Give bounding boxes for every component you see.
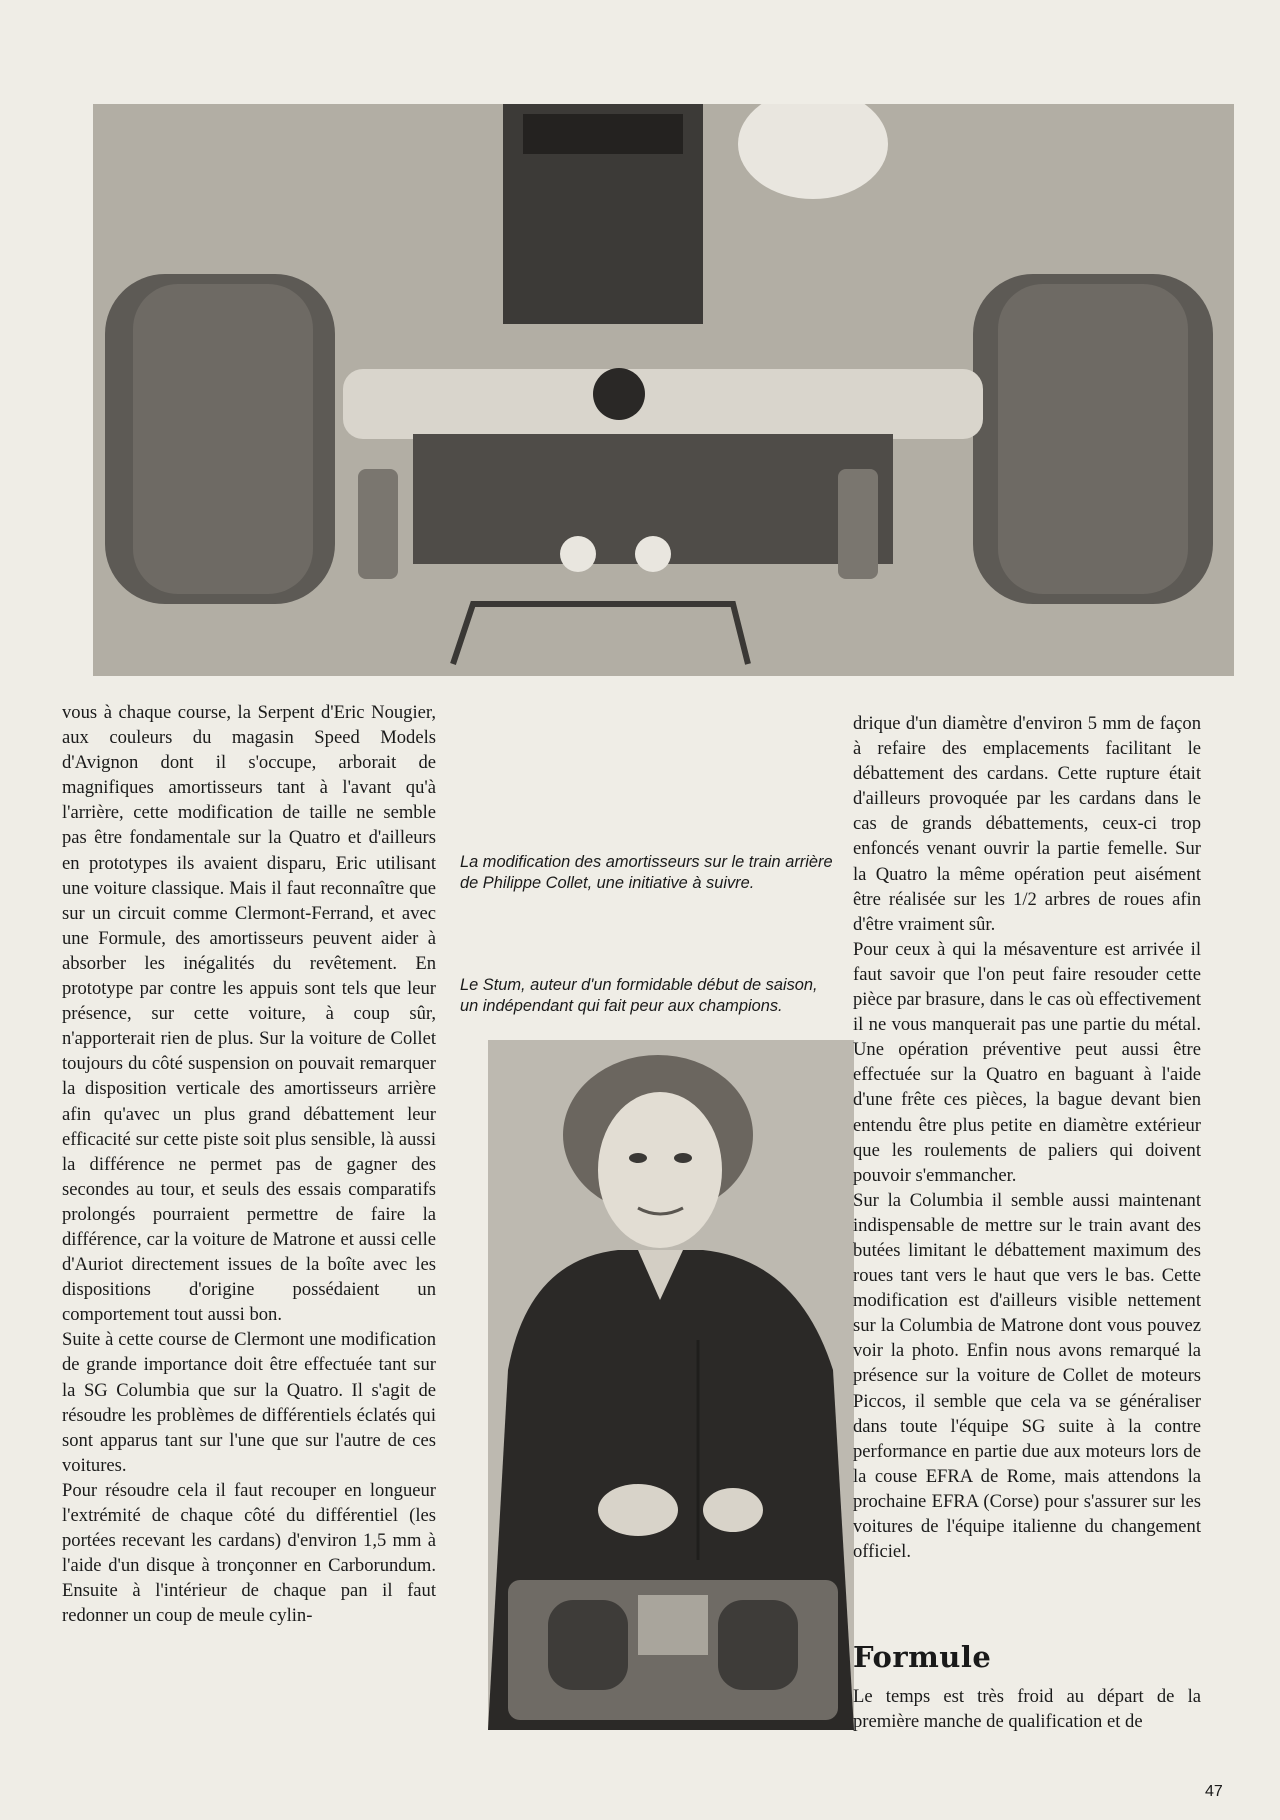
paragraph: drique d'un diamètre d'environ 5 mm de façon à refaire des emplacements facilitant le débattement des cardans. Cette rupture était d'ailleurs provoquée par les cardans dans le cas de grands débattements, ceux-ci trop enfoncés venant ouvrir la partie femelle. Sur la Quatro la même opération peut aisément être réalisée sur les 1/2 arbres de roues afin d'être vraiment sûr. (853, 713, 1201, 935)
left-column (62, 700, 436, 1628)
car-rear-photo (93, 104, 1234, 676)
right-column (853, 711, 1201, 1564)
paragraph: Suite à cette course de Clermont une modification de grande importance doit être effectuée tant sur la SG Columbia que sur la Quatro. Il s'agit de résoudre les problèmes de différentiels éclatés qui sont apparus tant sur l'une que sur l'autre de ces voitures. (62, 1329, 436, 1476)
paragraph: Pour ceux à qui la mésaventure est arrivée il faut savoir que l'on peut faire resouder cette pièce par brasure, dans le cas où effectivement il ne vous manquerait pas une partie du métal. Une opération préventive peut aussi être effectuée sur la Quatro en baguant à l'aide d'une frête ces pièces, la bague devant bien entendu être plus petite en diamètre extérieur que les roulements de paliers qui doivent pouvoir s'emmancher. (853, 938, 1201, 1186)
paragraph: Sur la Columbia il semble aussi maintenant indispensable de mettre sur le train avant des butées limitant le débattement maximum des roues tant vers le haut que vers le bas. Cette modification est d'ailleurs visible nettement sur la Columbia de Matrone dont vous pouvez voir la photo. Enfin nous avons remarqué la présence sur la voiture de Collet de moteurs Piccos, il semble que cela va se généraliser dans toute l'équipe SG suite à la contre performance en partie due aux moteurs lors de la couse EFRA de Rome, mais attendons la prochaine EFRA (Corse) pour s'assurer sur les voitures de l'équipe italienne du changement officiel. (853, 1189, 1201, 1563)
paragraph: Pour résoudre cela il faut recouper en longueur l'extrémité de chaque côté du différentiel (les portées recevant les cardans) d'environ 1,5 mm à l'aide d'un disque à tronçonner en Carborundum. Ensuite à l'intérieur de chaque pan il faut redonner un coup de meule cylin- (62, 1479, 436, 1627)
le-stum-portrait-photo (488, 1040, 854, 1730)
formule-intro-text: Le temps est très froid au départ de la première manche de qualification et de (853, 1686, 1201, 1733)
paragraph: vous à chaque course, la Serpent d'Eric Nougier, aux couleurs du magasin Speed Models d'Avignon dont il s'occupe, arborait de magnifiques amortisseurs tant à l'avant qu'à l'arrière, cette modification de taille ne semble pas être fondamentale sur la Quatro et d'ailleurs en prototypes ils avaient disparu, Eric utilisant une voiture classique. Mais il faut reconnaître que sur un circuit comme Clermont-Ferrand, et avec une Formule, des amortisseurs peuvent aider à absorber les inégalités du revêtement. En prototype par contre les appuis sont tels que leur présence, sur cette voiture, à coup sûr, n'apporterait rien de plus. Sur la voiture de Collet toujours du côté suspension on pouvait remarquer la disposition verticale des amortisseurs arrière afin qu'avec un plus grand débattement leur efficacité sur cette piste soit plus sensible, là aussi la différence ne permet pas de gagner des secondes au tour, et seuls des essais comparatifs prolongés pourraient permettre de faire la différence, car la voiture de Matrone et aussi celle d'Auriot directement issues de la boîte avec les dispositions d'origine possédaient un comportement tout aussi bon. (62, 702, 436, 1326)
caption-shock-absorbers: La modification des amortisseurs sur le train arrière de Philippe Collet, une initiative à suivre. (460, 853, 833, 892)
section-heading-formule: Formule (853, 1640, 992, 1674)
page-number: 47 (1205, 1783, 1223, 1800)
car-rear-illustration (93, 104, 1234, 676)
caption-le-stum: Le Stum, auteur d'un formidable début de saison, un indépendant qui fait peur aux champions. (460, 976, 818, 1015)
le-stum-illustration (488, 1040, 854, 1730)
